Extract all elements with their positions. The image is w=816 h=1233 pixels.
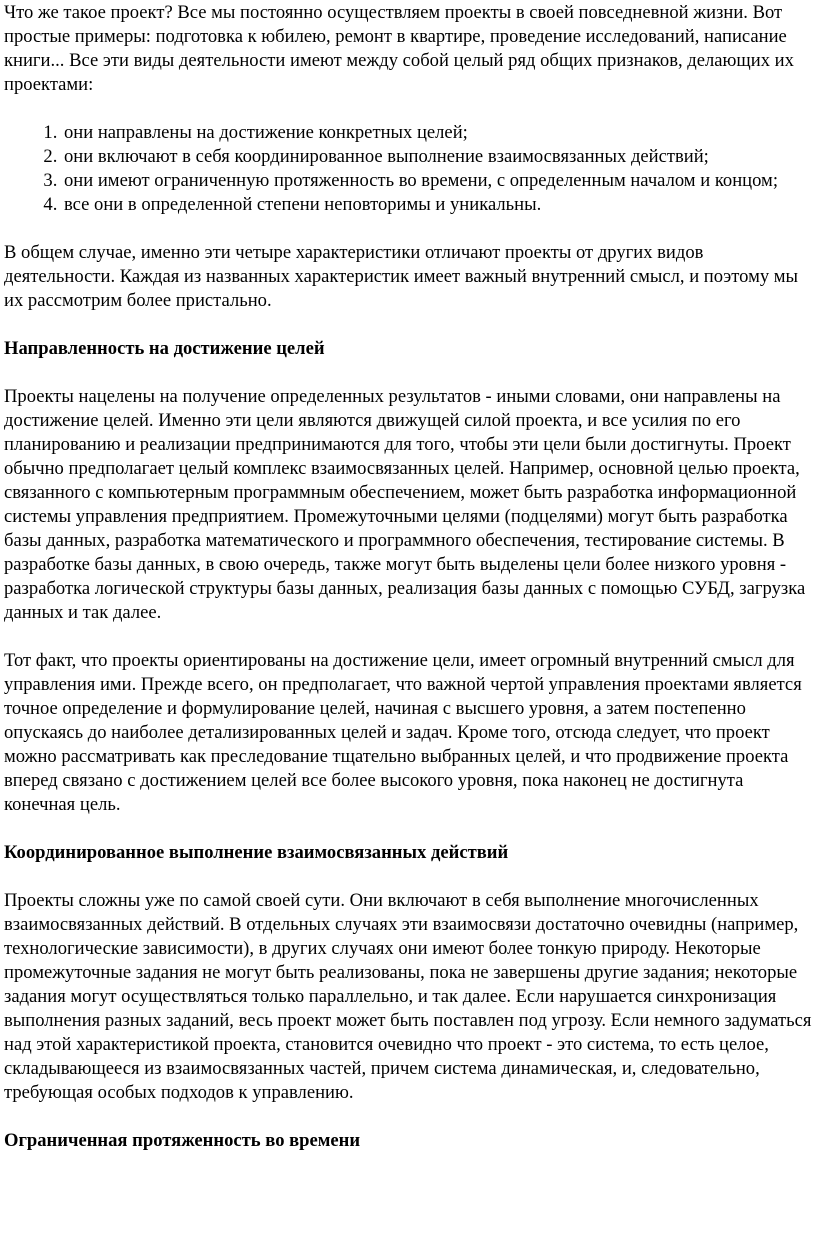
intro-paragraph: Что же такое проект? Все мы постоянно осуществляем проекты в своей повседневной жизни. Вот простые примеры: подготовка к юбилею, ремонт в квартире, проведение исследований, написание книги... Все эти виды деятельности имеют между собой целый ряд общих признаков, делающих их проектами:: [4, 2, 794, 95]
list-item: 3. они имеют ограниченную протяженность во времени, с определенным началом и концом;: [62, 169, 812, 193]
features-list: [4, 121, 812, 217]
goals-paragraph-1: Проекты нацелены на получение определенных результатов - иными словами, они направлены на достижение целей. Именно эти цели являются движущей силой проекта, и все усилия по его планированию и реализации предпринимаются для того, чтобы эти цели были достигнуты. Проект обычно предполагает целый комплекс взаимосвязанных целей. Например, основной целью проекта, связанного с компьютерным программным обеспечением, может быть разработка информационной системы управления предприятием. Промежуточными целями (подцелями) могут быть разработка базы данных, разработка математического и программного обеспечения, тестирование системы. В разработке базы данных, в свою очередь, также могут быть выделены цели более низкого уровня - разработка логической структуры базы данных, реализация базы данных с помощью СУБД, загрузка данных и так далее.: [4, 386, 806, 623]
section-heading-coordination: Координированное выполнение взаимосвязанных действий: [4, 842, 509, 863]
goals-paragraph-2: Тот факт, что проекты ориентированы на достижение цели, имеет огромный внутренний смысл для управления ими. Прежде всего, он предполагает, что важной чертой управления проектами является точное определение и формулирование целей, начиная с высшего уровня, а затем постепенно опускаясь до наиболее детализированных целей и задач. Кроме того, отсюда следует, что проект можно рассматривать как преследование тщательно выбранных целей, и что продвижение проекта вперед связано с достижением целей все более высокого уровня, пока наконец не достигнута конечная цель.: [4, 650, 802, 815]
coordination-paragraph: Проекты сложны уже по самой своей сути. Они включают в себя выполнение многочисленных взаимосвязанных действий. В отдельных случаях эти взаимосвязи достаточно очевидны (например, технологические зависимости), в других случаях они имеют более тонкую природу. Некоторые промежуточные задания не могут быть реализованы, пока не завершены другие задания; некоторые задания могут осуществляться только параллельно, и так далее. Если нарушается синхронизация выполнения разных заданий, весь проект может быть поставлен под угрозу. Если немного задуматься над этой характеристикой проекта, становится очевидно что проект - это система, то есть целое, складывающееся из взаимосвязанных частей, причем система динамическая, и, следовательно, требующая особых подходов к управлению.: [4, 890, 812, 1103]
list-item: 4. все они в определенной степени неповторимы и уникальны.: [62, 193, 812, 217]
summary-paragraph: В общем случае, именно эти четыре характеристики отличают проекты от других видов деятельности. Каждая из названных характеристик имеет важный внутренний смысл, и поэтому мы их рассмотрим более пристально.: [4, 242, 799, 311]
list-item: 1. они направлены на достижение конкретных целей;: [62, 121, 812, 145]
list-item: 2. они включают в себя координированное выполнение взаимосвязанных действий;: [62, 145, 812, 169]
section-heading-goals: Направленность на достижение целей: [4, 338, 325, 359]
section-heading-time-limit: Ограниченная протяженность во времени: [4, 1130, 361, 1151]
